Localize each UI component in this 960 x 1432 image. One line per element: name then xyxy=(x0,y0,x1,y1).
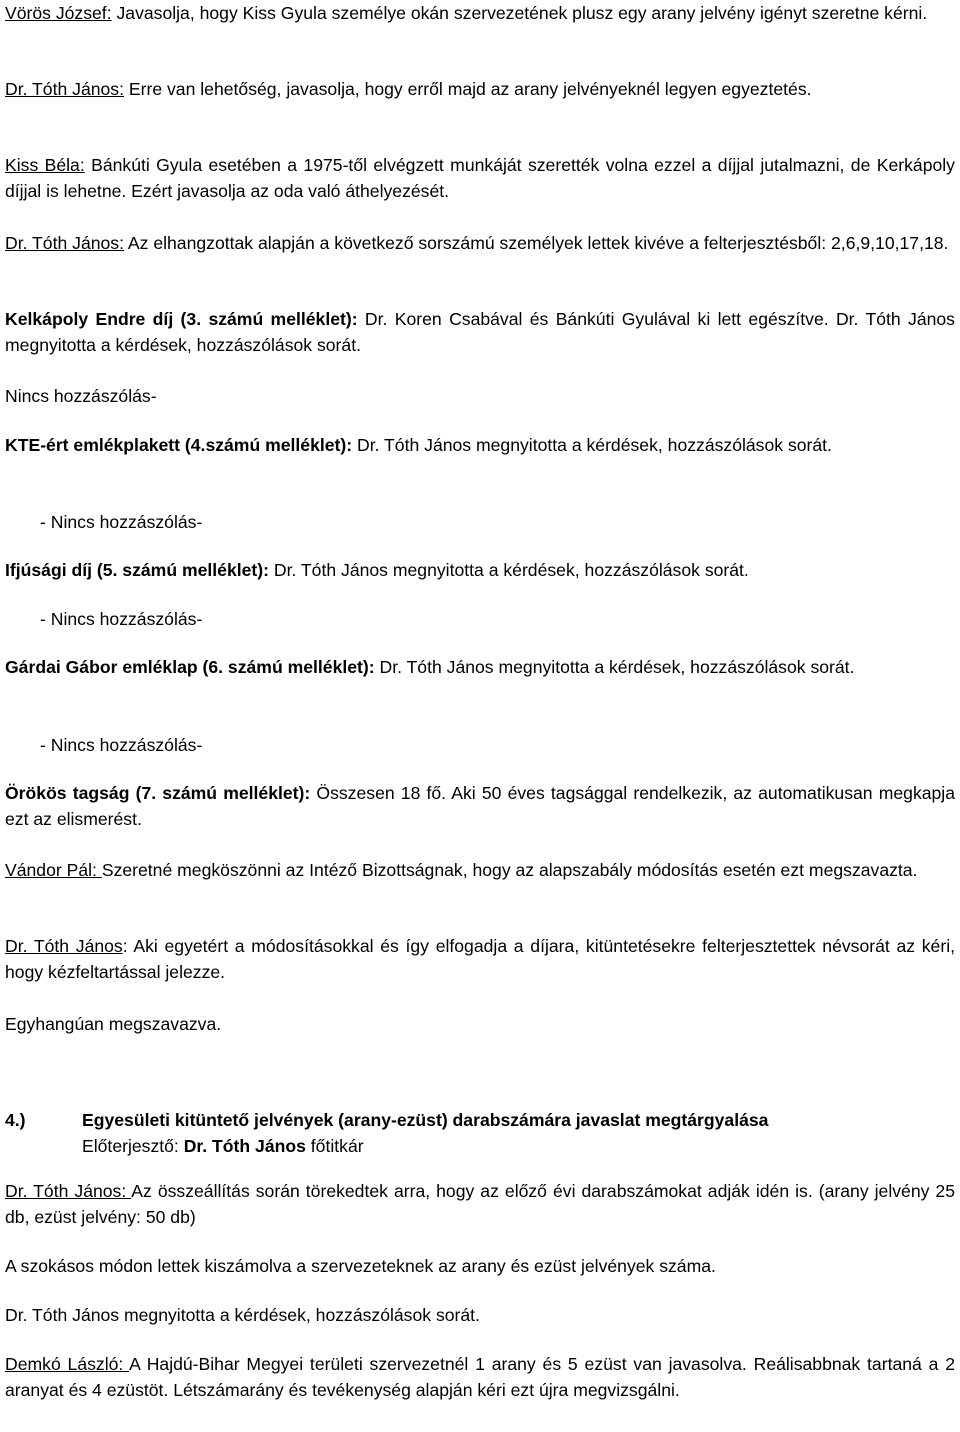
paragraph-text: - Nincs hozzászólás- xyxy=(40,735,203,755)
speaker-name: Dr. Tóth János xyxy=(5,936,123,956)
speaker-name: Vörös József: xyxy=(5,3,112,23)
paragraph-vandor-pal xyxy=(5,857,955,883)
speaker-name: Kiss Béla: xyxy=(5,155,85,175)
speaker-name: Vándor Pál: xyxy=(5,860,102,880)
agenda-item-body xyxy=(82,1107,960,1159)
paragraph-kte-plaque xyxy=(5,432,955,458)
speaker-name: Demkó László: xyxy=(5,1354,130,1374)
paragraph-text: : Aki egyetért a módosításokkal és így elfogadja a díjara, kitüntetésekre felterjesztettek névsorát az kéri, hogy kézfeltartással jelezze. xyxy=(5,936,956,982)
paragraph-text: Az összeállítás során törekedtek arra, hogy az előző évi darabszámokat adják idén is. (arany jelvény 25 db, ezüst jelvény: 50 db) xyxy=(5,1181,955,1227)
paragraph-gardai-memorial xyxy=(5,654,955,680)
paragraph-toth-janos-4 xyxy=(5,1178,955,1230)
paragraph-text: - Nincs hozzászólás- xyxy=(40,609,203,629)
paragraph-text: Szeretné megköszönni az Intéző Bizottságnak, hogy az alapszabály módosítás esetén ezt megszavazta. xyxy=(101,860,918,880)
paragraph-text: A Hajdú-Bihar Megyei területi szervezetnél 1 arany és 5 ezüst van javasolva. Reálisabbnak tartaná a 2 aranyat és 4 ezüstöt. Létszámarány és tevékenység alapján kéri ezt újra megvizsgálni. xyxy=(5,1354,955,1400)
paragraph-kiss-bela xyxy=(5,152,955,204)
agenda-presenter xyxy=(82,1133,960,1159)
agenda-title: Egyesületi kitüntető jelvények (arany-ezüst) darabszámára javaslat megtárgyalása xyxy=(82,1110,769,1130)
speaker-name: Dr. Tóth János: xyxy=(5,1181,132,1201)
paragraph-text: Dr. Tóth János megnyitotta a kérdések, hozzászólások sorát. xyxy=(352,435,832,455)
paragraph-text: Bánkúti Gyula esetében a 1975-től elvégzett munkáját szerették volna ezzel a díjjal jutalmazni, de Kerkápoly díjjal is lehetne. Ezért javasolja az oda való áthelyezését. xyxy=(5,155,955,201)
paragraph-text: Nincs hozzászólás- xyxy=(5,386,157,406)
paragraph-text: Dr. Tóth János megnyitotta a kérdések, hozzászólások sorát. xyxy=(5,1305,480,1325)
award-heading: KTE-ért emlékplakett (4.számú melléklet): xyxy=(5,435,353,455)
presenter-label: Előterjesztő: xyxy=(82,1136,184,1156)
award-heading: Örökös tagság (7. számú melléklet): xyxy=(5,783,311,803)
agenda-number: 4.) xyxy=(5,1110,26,1130)
award-heading: Gárdai Gábor emléklap (6. számú melléklet): xyxy=(5,657,375,677)
paragraph-text: Dr. Koren Csabával és Bánkúti Gyulával ki lett egészítve. Dr. Tóth János megnyitotta a kérdések, hozzászólások sorát. xyxy=(5,309,955,355)
paragraph-text: Javasolja, hogy Kiss Gyula személye okán szervezetének plusz egy arany jelvény igényt szeretne kérni. xyxy=(111,3,928,23)
paragraph-no-comment xyxy=(5,383,955,409)
paragraph-toth-janos-2 xyxy=(5,230,955,256)
paragraph-toth-janos-3 xyxy=(5,933,955,985)
paragraph-toth-janos-1 xyxy=(5,76,955,102)
agenda-item-4 xyxy=(5,1107,955,1159)
paragraph-lifetime-membership xyxy=(5,780,955,832)
paragraph-text: Dr. Tóth János megnyitotta a kérdések, hozzászólások sorát. xyxy=(374,657,855,677)
paragraph-demko-laszlo xyxy=(5,1351,955,1403)
paragraph-no-comment xyxy=(5,732,960,758)
paragraph-voros-jozsef xyxy=(5,0,955,26)
paragraph-no-comment xyxy=(5,509,960,535)
paragraph-text: Összesen 18 fő. Aki 50 éves tagsággal rendelkezik, az automatikusan megkapja ezt az elismerést. xyxy=(5,783,956,829)
paragraph-open-questions xyxy=(5,1302,955,1328)
paragraph-youth-award xyxy=(5,557,955,583)
paragraph-unanimous xyxy=(5,1011,955,1037)
paragraph-text: A szokásos módon lettek kiszámolva a szervezeteknek az arany és ezüst jelvények száma. xyxy=(5,1256,716,1276)
paragraph-no-comment xyxy=(5,606,960,632)
speaker-name: Dr. Tóth János: xyxy=(5,233,124,253)
paragraph-text: Erre van lehetőség, javasolja, hogy erről majd az arany jelvényeknél legyen egyeztetés. xyxy=(123,79,812,99)
paragraph-text: - Nincs hozzászólás- xyxy=(40,512,203,532)
paragraph-calculation xyxy=(5,1253,955,1279)
paragraph-kelkapoly-award xyxy=(5,306,955,358)
speaker-name: Dr. Tóth János: xyxy=(5,79,124,99)
award-heading: Ifjúsági díj (5. számú melléklet): xyxy=(5,560,269,580)
presenter-role: főtitkár xyxy=(305,1136,364,1156)
presenter-name: Dr. Tóth János xyxy=(183,1136,306,1156)
paragraph-text: Egyhangúan megszavazva. xyxy=(5,1014,222,1034)
paragraph-text: Az elhangzottak alapján a következő sorszámú személyek lettek kivéve a felterjesztésből: 2,6,9,10,17,18. xyxy=(123,233,949,253)
paragraph-text: Dr. Tóth János megnyitotta a kérdések, hozzászólások sorát. xyxy=(268,560,749,580)
award-heading: Kelkápoly Endre díj (3. számú melléklet): xyxy=(5,309,358,329)
